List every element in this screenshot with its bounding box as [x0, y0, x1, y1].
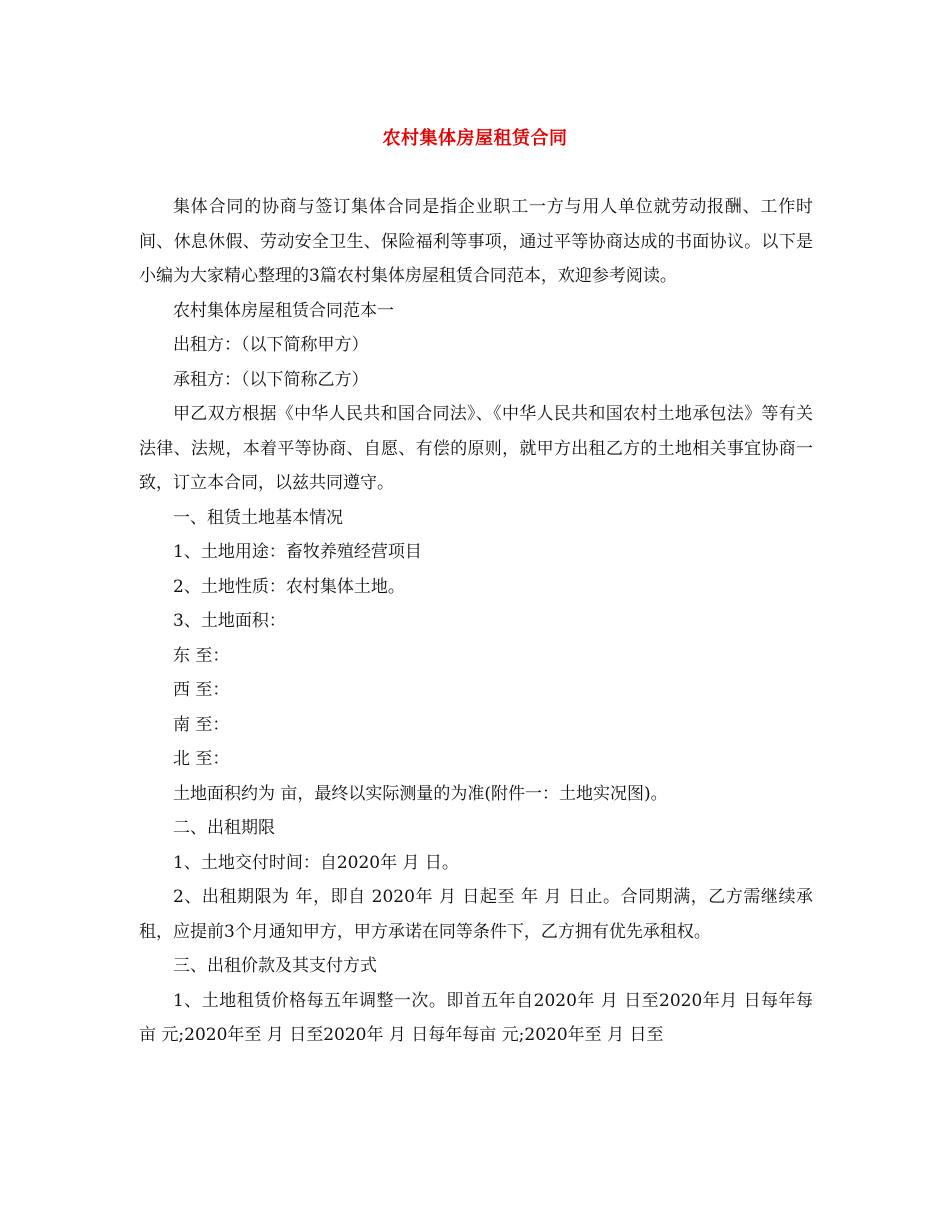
paragraph-preamble: 甲乙双方根据《中华人民共和国合同法》、《中华人民共和国农村土地承包法》等有关法律、法规，本着平等协商、自愿、有偿的原则，就甲方出租乙方的土地相关事宜协商一致，订立本合同，以兹共同遵守。 — [139, 404, 813, 493]
clause-lease-term: 2、出租期限为 年，即自 2020年 月 日起至 年 月 日止。合同期满，乙方需继续承租，应提前3个月通知甲方，甲方承诺在同等条件下，乙方拥有优先承租权。 — [139, 887, 813, 942]
boundary-north: 北 至： — [173, 749, 230, 769]
boundary-south: 南 至： — [173, 714, 230, 735]
clause-land-nature: 2、土地性质：农村集体土地。 — [173, 576, 405, 597]
boundary-east: 东 至： — [173, 645, 230, 666]
document-body — [139, 190, 813, 1053]
clause-rent-price: 1、土地租赁价格每五年调整一次。即首五年自2020年 月 日至2020年月 日每年每亩 元;2020年至 月 日至2020年 月 日每年每亩 元;2020年至 月 日至 — [139, 990, 813, 1045]
paragraph-lessee: 承租方：（以下简称乙方） — [173, 369, 369, 390]
paragraph-lessor: 出租方：（以下简称甲方） — [173, 335, 369, 355]
clause-land-area: 3、土地面积： — [173, 611, 286, 631]
paragraph-intro: 集体合同的协商与签订集体合同是指企业职工一方与用人单位就劳动报酬、工作时间、休息休假、劳动安全卫生、保险福利等事项，通过平等协商达成的书面协议。以下是小编为大家精心整理的3篇农村集体房屋租赁合同范本，欢迎参考阅读。 — [139, 197, 813, 286]
section-heading-1: 一、租赁土地基本情况 — [173, 507, 343, 528]
document-title: 农村集体房屋租赁合同 — [382, 128, 568, 149]
clause-delivery-time: 1、土地交付时间：自2020年 月 日。 — [173, 852, 459, 873]
section-heading-2: 二、出租期限 — [173, 818, 275, 838]
paragraph-area-note: 土地面积约为 亩，最终以实际测量的为准(附件一：土地实况图)。 — [173, 783, 668, 804]
clause-land-use: 1、土地用途：畜牧养殖经营项目 — [173, 542, 422, 562]
section-heading-3: 三、出租价款及其支付方式 — [173, 956, 377, 976]
boundary-west: 西 至： — [173, 680, 230, 700]
paragraph-sample-heading: 农村集体房屋租赁合同范本一 — [173, 300, 394, 321]
